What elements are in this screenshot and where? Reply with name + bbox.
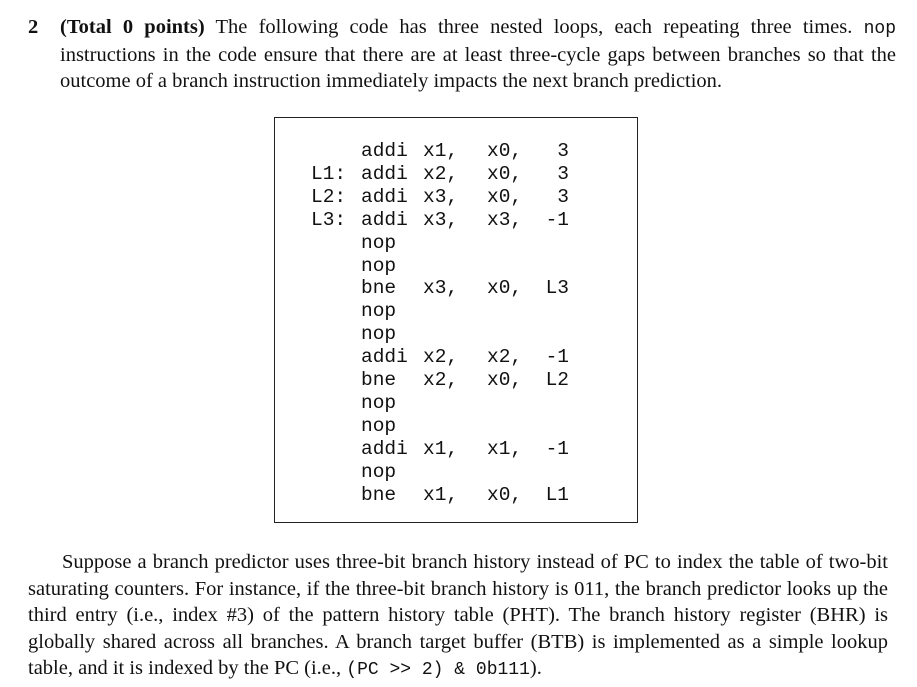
code-operand-2: x0,: [487, 162, 523, 185]
code-line: [275, 484, 637, 507]
code-line: [275, 163, 637, 186]
code-operand-1: x2,: [423, 162, 459, 185]
problem-intro: [60, 14, 896, 94]
code-listing-box: [274, 117, 638, 523]
code-operand-2: x3,: [487, 208, 523, 231]
code-line: [275, 392, 637, 415]
code-line: [275, 438, 637, 461]
code-operand-3: -1: [545, 346, 569, 369]
code-operand-1: x1,: [423, 437, 459, 460]
code-label: L1:: [311, 162, 347, 185]
predictor-paragraph: [28, 549, 888, 684]
code-operand-1: x3,: [423, 277, 459, 300]
code-operand-1: x2,: [423, 369, 459, 391]
code-operand-2: x2,: [487, 346, 523, 369]
code-opcode: nop: [361, 323, 397, 346]
code-opcode: addi: [361, 185, 408, 208]
code-operand-1: x3,: [423, 208, 459, 231]
code-line: [275, 255, 637, 278]
code-operand-3: L1: [545, 483, 569, 506]
code-label: L2:: [311, 185, 347, 208]
problem-title: (Total 0 points): [60, 16, 205, 38]
code-operand-3: -1: [545, 208, 569, 231]
code-operand-3: 3: [557, 162, 569, 185]
code-operand-1: x3,: [423, 185, 459, 208]
code-operand-3: L2: [545, 369, 569, 391]
code-line: [275, 346, 637, 369]
code-opcode: nop: [361, 460, 397, 483]
code-operand-2: x1,: [487, 437, 523, 460]
code-operand-2: x0,: [487, 369, 523, 391]
code-line: [275, 140, 637, 163]
code-operand-1: x1,: [423, 140, 459, 162]
code-opcode: nop: [361, 414, 397, 437]
problem-number: 2: [28, 16, 39, 38]
code-line: [275, 323, 637, 346]
code-opcode: addi: [361, 162, 408, 185]
code-opcode: bne: [361, 369, 397, 391]
code-line: [275, 300, 637, 323]
code-line: [275, 209, 637, 232]
problem-statement: [28, 14, 896, 94]
code-opcode: addi: [361, 437, 408, 460]
code-line: [275, 232, 637, 255]
code-opcode: nop: [361, 231, 397, 254]
code-opcode: addi: [361, 140, 408, 162]
code-operand-2: x0,: [487, 277, 523, 300]
intro-text-1: The following code has three nested loops, each repeating three times.: [204, 16, 864, 38]
code-opcode: nop: [361, 391, 397, 414]
code-operand-3: 3: [557, 140, 569, 162]
code-operand-3: L3: [545, 277, 569, 300]
intro-text-2: instructions in the code ensure that there are at least three-cycle gaps between branches so that the outcome of a branch instruction immediately impacts the next branch prediction.: [60, 44, 896, 92]
code-line: [275, 277, 637, 300]
code-line: [275, 186, 637, 209]
code-label: L3:: [311, 208, 347, 231]
code-operand-1: x2,: [423, 346, 459, 369]
paragraph-tail: ).: [529, 657, 542, 679]
code-opcode: bne: [361, 277, 397, 300]
code-line: [275, 415, 637, 438]
code-operand-2: x0,: [487, 483, 523, 506]
code-operand-1: x1,: [423, 483, 459, 506]
code-operand-2: x0,: [487, 140, 523, 162]
code-operand-3: 3: [557, 185, 569, 208]
paragraph-code-expr: (PC >> 2) & 0b111: [346, 660, 530, 680]
code-opcode: bne: [361, 483, 397, 506]
code-operand-3: -1: [545, 437, 569, 460]
code-opcode: addi: [361, 346, 408, 369]
code-operand-2: x0,: [487, 185, 523, 208]
code-opcode: nop: [361, 300, 397, 323]
intro-code-nop: nop: [863, 19, 896, 39]
code-line: [275, 369, 637, 392]
code-opcode: addi: [361, 208, 408, 231]
code-line: [275, 461, 637, 484]
paragraph-text: Suppose a branch predictor uses three-bit branch history instead of PC to index the table of two-bit saturating counters. For instance, if the three-bit branch history is 011, the branch predictor looks up the third entry (i.e., index #3) of the pattern history table (PHT). The branch history register (BHR) is globally shared across all branches. A branch target buffer (BTB) is implemented as a simple lookup table, and it is indexed by the PC (i.e.,: [28, 551, 888, 679]
code-opcode: nop: [361, 254, 397, 277]
